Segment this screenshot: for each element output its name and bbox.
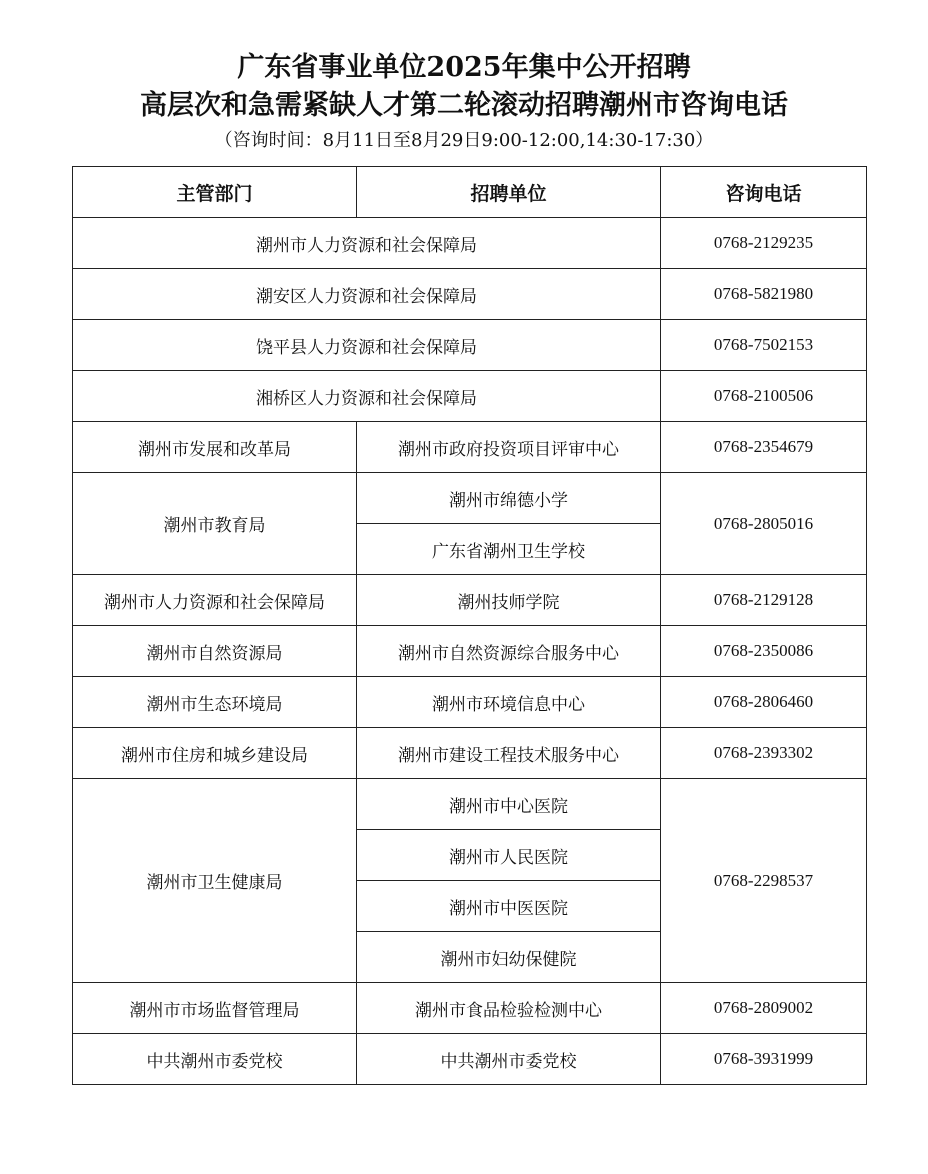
table-row	[73, 728, 867, 779]
unit-cell: 潮州市中心医院	[357, 779, 661, 830]
unit-cell: 饶平县人力资源和社会保障局	[73, 320, 661, 371]
header-phone: 咨询电话	[661, 167, 867, 218]
unit-cell: 潮州市政府投资项目评审中心	[357, 422, 661, 473]
dept-cell: 潮州市卫生健康局	[73, 779, 357, 983]
phone-cell: 0768-2809002	[661, 983, 867, 1034]
phone-cell: 0768-2350086	[661, 626, 867, 677]
consult-time: （咨询时间：8月11日至8月29日9:00-12:00,14:30-17:30）	[214, 130, 714, 151]
phone-cell: 0768-2100506	[661, 371, 867, 422]
table-row	[73, 626, 867, 677]
phone-cell: 0768-2354679	[661, 422, 867, 473]
table-row	[73, 371, 867, 422]
header-unit: 招聘单位	[357, 167, 661, 218]
unit-cell: 潮州市人民医院	[357, 830, 661, 881]
dept-cell: 潮州市教育局	[73, 473, 357, 575]
header-row	[73, 167, 867, 218]
phone-cell: 0768-7502153	[661, 320, 867, 371]
table-row	[73, 677, 867, 728]
unit-cell: 潮州市食品检验检测中心	[357, 983, 661, 1034]
unit-cell: 潮州市绵德小学	[357, 473, 661, 524]
header-dept: 主管部门	[73, 167, 357, 218]
table-row	[73, 1034, 867, 1085]
table-row	[73, 218, 867, 269]
table-row	[73, 983, 867, 1034]
contact-table	[72, 166, 867, 1085]
phone-cell: 0768-2805016	[661, 473, 867, 575]
dept-cell: 潮州市发展和改革局	[73, 422, 357, 473]
table-row	[73, 779, 867, 830]
phone-cell: 0768-3931999	[661, 1034, 867, 1085]
table-row	[73, 269, 867, 320]
phone-cell: 0768-2393302	[661, 728, 867, 779]
unit-cell: 潮州市环境信息中心	[357, 677, 661, 728]
unit-cell: 潮州市妇幼保健院	[357, 932, 661, 983]
table-row	[73, 320, 867, 371]
table-row	[73, 422, 867, 473]
unit-cell: 潮州市建设工程技术服务中心	[357, 728, 661, 779]
unit-cell: 中共潮州市委党校	[357, 1034, 661, 1085]
phone-cell: 0768-2806460	[661, 677, 867, 728]
unit-cell: 潮州市中医医院	[357, 881, 661, 932]
phone-cell: 0768-5821980	[661, 269, 867, 320]
dept-cell: 潮州市住房和城乡建设局	[73, 728, 357, 779]
dept-cell: 潮州市自然资源局	[73, 626, 357, 677]
unit-cell: 广东省潮州卫生学校	[357, 524, 661, 575]
unit-cell: 潮州市人力资源和社会保障局	[73, 218, 661, 269]
phone-cell: 0768-2129128	[661, 575, 867, 626]
phone-cell: 0768-2129235	[661, 218, 867, 269]
dept-cell: 潮州市人力资源和社会保障局	[73, 575, 357, 626]
dept-cell: 潮州市生态环境局	[73, 677, 357, 728]
unit-cell: 湘桥区人力资源和社会保障局	[73, 371, 661, 422]
unit-cell: 潮安区人力资源和社会保障局	[73, 269, 661, 320]
dept-cell: 中共潮州市委党校	[73, 1034, 357, 1085]
unit-cell: 潮州技师学院	[357, 575, 661, 626]
title-line-2: 高层次和急需紧缺人才第二轮滚动招聘潮州市咨询电话	[140, 90, 788, 121]
table-row	[73, 575, 867, 626]
unit-cell: 潮州市自然资源综合服务中心	[357, 626, 661, 677]
title-line-1: 广东省事业单位2025年集中公开招聘	[237, 52, 691, 83]
phone-cell: 0768-2298537	[661, 779, 867, 983]
table-row	[73, 473, 867, 524]
dept-cell: 潮州市市场监督管理局	[73, 983, 357, 1034]
